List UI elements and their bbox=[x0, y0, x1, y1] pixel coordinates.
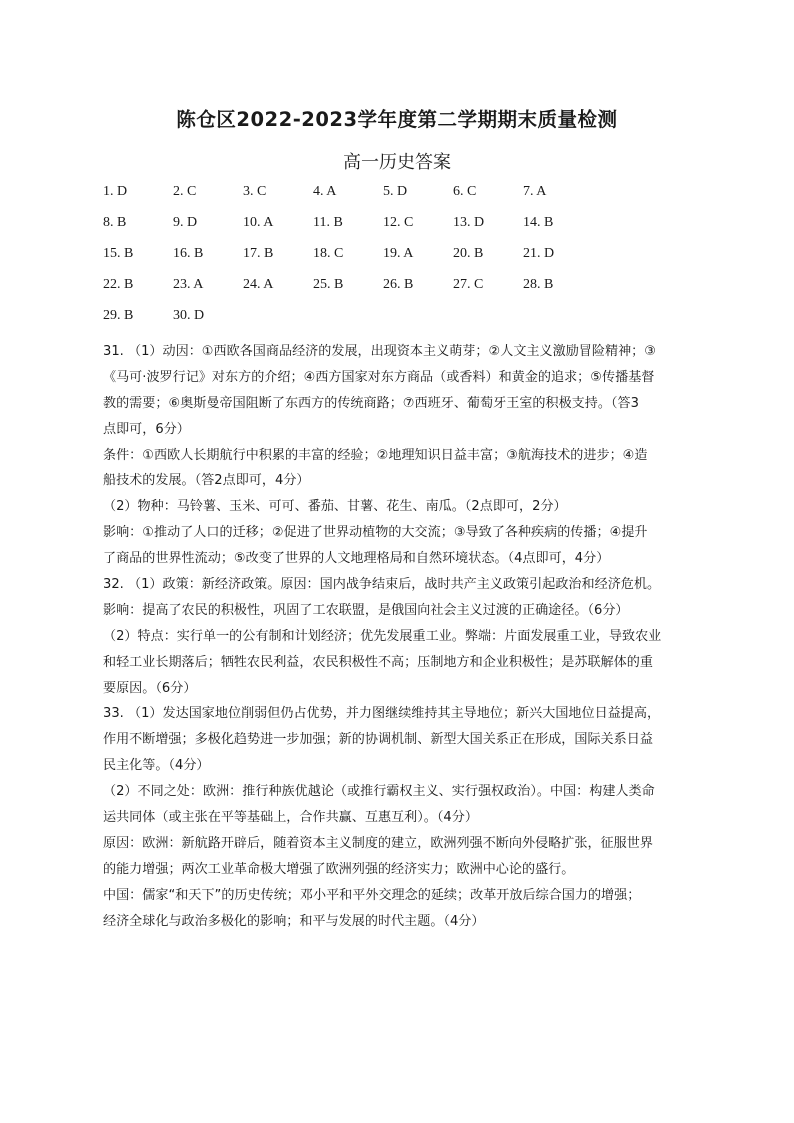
mc-answer: 19. A bbox=[383, 246, 414, 261]
mc-answer: 10. A bbox=[243, 215, 274, 230]
mc-answer: 11. B bbox=[313, 215, 343, 230]
answer-line: 条件：①西欧人长期航行中积累的丰富的经验；②地理知识日益丰富；③航海技术的进步；④造 bbox=[103, 447, 648, 463]
mc-answer: 1. D bbox=[103, 184, 128, 199]
mc-answer: 2. C bbox=[173, 184, 197, 199]
mc-answer: 22. B bbox=[103, 277, 134, 292]
answer-line: （2）特点：实行单一的公有制和计划经济；优先发展重工业。弊端：片面发展重工业，导致农业 bbox=[103, 628, 662, 644]
mc-answer: 8. B bbox=[103, 215, 127, 230]
answer-line: 中国：儒家“和天下”的历史传统；邓小平和平外交理念的延续；改革开放后综合国力的增强； bbox=[103, 887, 641, 903]
mc-answer: 25. B bbox=[313, 277, 344, 292]
answer-line: 33. （1）发达国家地位削弱但仍占优势，并力图继续维持其主导地位；新兴大国地位日益提高， bbox=[103, 706, 661, 722]
answer-line: 的能力增强；两次工业革命极大增强了欧洲列强的经济实力；欧洲中心论的盛行。 bbox=[103, 861, 575, 877]
mc-answer: 13. D bbox=[453, 215, 485, 230]
answer-line: 要原因。（6分） bbox=[103, 680, 197, 696]
answer-line: 和轻工业长期落后；牺牲农民利益，农民积极性不高；压制地方和企业积极性；是苏联解体的重 bbox=[103, 654, 653, 670]
answer-line: 31. （1）动因：①西欧各国商品经济的发展，出现资本主义萌芽；②人文主义激励冒险精神；③ bbox=[103, 344, 656, 359]
page-subtitle: 高一历史答案 bbox=[343, 152, 451, 173]
mc-answer: 24. A bbox=[243, 277, 274, 292]
answer-line: 运共同体（或主张在平等基础上，合作共赢、互惠互利）。（4分） bbox=[103, 810, 478, 826]
answer-line: 船技术的发展。（答2点即可，4分） bbox=[103, 473, 310, 489]
mc-answer: 20. B bbox=[453, 246, 484, 261]
mc-answer: 30. D bbox=[173, 308, 205, 323]
mc-answer: 18. C bbox=[313, 246, 344, 261]
answer-line: 原因：欧洲：新航路开辟后，随着资本主义制度的建立，欧洲列强不断向外侵略扩张，征服世界 bbox=[103, 835, 653, 851]
answer-line: 教的需要；⑥奥斯曼帝国阻断了东西方的传统商路；⑦西班牙、葡萄牙王室的积极支持。（答3 bbox=[103, 395, 639, 411]
written-answers bbox=[103, 339, 703, 934]
mc-answer: 12. C bbox=[383, 215, 414, 230]
mc-answer: 7. A bbox=[523, 184, 547, 199]
answer-line: （2）不同之处：欧洲：推行种族优越论（或推行霸权主义、实行强权政治）。中国：构建人类命 bbox=[103, 784, 655, 800]
mc-answer: 29. B bbox=[103, 308, 134, 323]
mc-answer: 26. B bbox=[383, 277, 414, 292]
mc-answer: 23. A bbox=[173, 277, 204, 292]
mc-answer: 3. C bbox=[243, 184, 267, 199]
mc-answer: 14. B bbox=[523, 215, 554, 230]
answer-line: 民主化等。（4分） bbox=[103, 758, 210, 774]
mc-answer: 9. D bbox=[173, 215, 198, 230]
mc-answer: 28. B bbox=[523, 277, 554, 292]
answer-line: 点即可，6分） bbox=[103, 421, 190, 437]
mc-answer: 16. B bbox=[173, 246, 204, 261]
answer-line: 影响：提高了农民的积极性，巩固了工农联盟，是俄国向社会主义过渡的正确途径。（6分） bbox=[103, 602, 629, 618]
answer-line: 32. （1）政策：新经济政策。原因：国内战争结束后，战时共产主义政策引起政治和经济危机。 bbox=[103, 577, 661, 593]
mc-answer: 5. D bbox=[383, 184, 408, 199]
mc-answer: 4. A bbox=[313, 184, 337, 199]
mc-answer: 15. B bbox=[103, 246, 134, 261]
answer-line: （2）物种：马铃薯、玉米、可可、番茄、甘薯、花生、南瓜。（2点即可，2分） bbox=[103, 499, 567, 515]
mc-answer: 27. C bbox=[453, 277, 484, 292]
mc-answer: 6. C bbox=[453, 184, 477, 199]
mc-answer: 17. B bbox=[243, 246, 274, 261]
answer-line: 影响：①推动了人口的迁移；②促进了世界动植物的大交流；③导致了各种疾病的传播；④提升 bbox=[103, 525, 648, 541]
answer-line: 经济全球化与政治多极化的影响；和平与发展的时代主题。（4分） bbox=[103, 913, 485, 929]
answer-line: 作用不断增强；多极化趋势进一步加强；新的协调机制、新型大国关系正在形成，国际关系日益 bbox=[103, 732, 653, 748]
page-title: 陈仓区2022-2023学年度第二学期期末质量检测 bbox=[176, 108, 618, 131]
answer-line: 了商品的世界性流动；⑤改变了世界的人文地理格局和自然环境状态。（4点即可，4分） bbox=[103, 551, 610, 567]
mc-answer: 21. D bbox=[523, 246, 555, 261]
answer-line: 《马可·波罗行记》对东方的介绍；④西方国家对东方商品（或香料）和黄金的追求；⑤传播基督 bbox=[103, 369, 655, 385]
